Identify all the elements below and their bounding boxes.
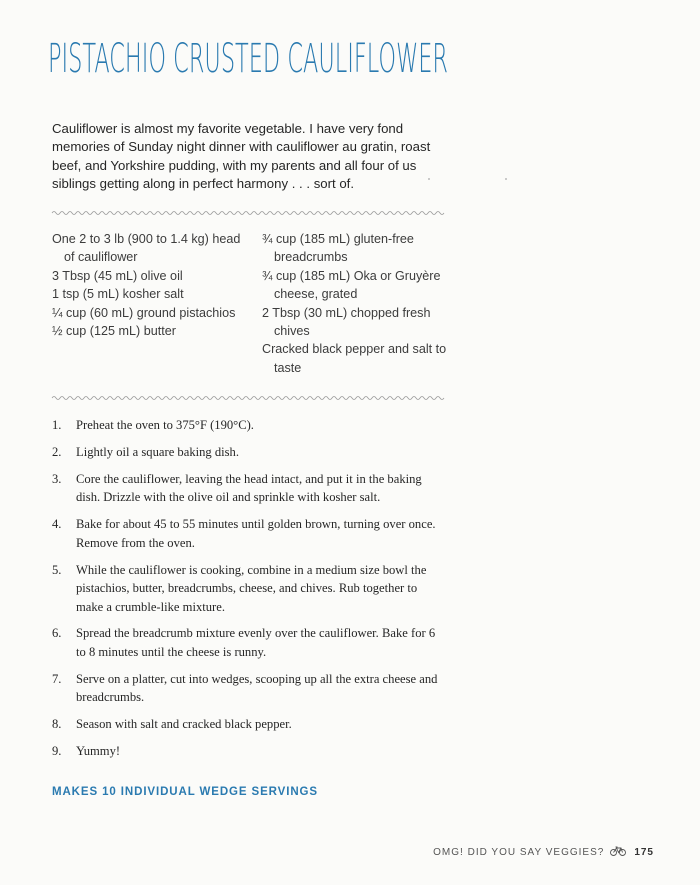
step-number: 3. bbox=[52, 471, 62, 486]
ingredient-item: 3 Tbsp (45 mL) olive oil bbox=[52, 268, 183, 283]
recipe-title-text: PISTACHIO CRUSTED CAULIFLOWER bbox=[48, 36, 448, 82]
bicycle-icon bbox=[610, 846, 626, 859]
step-number: 8. bbox=[52, 717, 62, 732]
recipe-title bbox=[48, 28, 468, 88]
wavy-divider-top bbox=[52, 210, 444, 216]
step-number: 2. bbox=[52, 444, 62, 459]
recipe-title-graphic bbox=[48, 28, 468, 88]
step-text: Bake for about 45 to 55 minutes until golden brown, turning over once. Remove from the oven. bbox=[76, 517, 436, 550]
ingredient-item: ¾ cup (185 mL) gluten-free breadcrumbs bbox=[262, 232, 414, 265]
step-text: Spread the breadcrumb mixture evenly over the cauliflower. Bake for 6 to 8 minutes until the cheese is runny. bbox=[76, 626, 436, 659]
step-text: Preheat the oven to 375°F (190°C). bbox=[76, 418, 254, 432]
page-footer bbox=[433, 846, 654, 859]
step-item bbox=[52, 515, 444, 552]
step-item bbox=[52, 561, 444, 617]
book-title: OMG! DID YOU SAY VEGGIES? bbox=[433, 847, 605, 858]
step-number: 9. bbox=[52, 744, 62, 759]
step-item bbox=[52, 416, 444, 435]
step-item bbox=[52, 443, 444, 462]
step-number: 1. bbox=[52, 418, 62, 432]
ingredient-item: ¾ cup (185 mL) Oka or Gruyère cheese, grated bbox=[262, 268, 441, 302]
page-number: 175 bbox=[634, 847, 654, 858]
scan-speck bbox=[428, 178, 430, 180]
step-number: 4. bbox=[52, 517, 62, 532]
step-item bbox=[52, 624, 444, 661]
step-number: 5. bbox=[52, 562, 62, 577]
ingredient-item: ¼ cup (60 mL) ground pistachios bbox=[52, 305, 236, 320]
step-text: Yummy! bbox=[76, 744, 121, 759]
ingredient-item: 1 tsp (5 mL) kosher salt bbox=[52, 287, 184, 302]
method-steps bbox=[52, 416, 444, 769]
ingredient-item: 2 Tbsp (30 mL) chopped fresh chives bbox=[262, 305, 431, 339]
ingredient-item: One 2 to 3 lb (900 to 1.4 kg) head of cauliflower bbox=[52, 232, 241, 265]
step-text: Serve on a platter, cut into wedges, scooping up all the extra cheese and breadcrumbs. bbox=[76, 671, 438, 705]
step-number: 7. bbox=[52, 671, 62, 686]
intro-paragraph: Cauliflower is almost my favorite vegetable. I have very fond memories of Sunday night dinner with cauliflower au gratin, roast beef, and Yorkshire pudding, with my parents and all four of us siblings getting along in perfect harmony . . . sort of. bbox=[52, 121, 431, 192]
ingredients-column-left bbox=[52, 230, 252, 340]
wavy-divider-bottom bbox=[52, 395, 444, 401]
step-item bbox=[52, 670, 444, 707]
step-number: 6. bbox=[52, 626, 62, 641]
step-item bbox=[52, 742, 444, 761]
step-text: Season with salt and cracked black pepper. bbox=[76, 717, 292, 732]
yield-note: MAKES 10 INDIVIDUAL WEDGE SERVINGS bbox=[52, 786, 318, 798]
ingredient-item: Cracked black pepper and salt to taste bbox=[262, 342, 447, 375]
scan-speck bbox=[505, 178, 507, 180]
ingredient-item: ½ cup (125 mL) butter bbox=[52, 324, 176, 339]
step-item bbox=[52, 470, 444, 507]
step-text: Lightly oil a square baking dish. bbox=[76, 444, 239, 459]
ingredients-column-right bbox=[262, 230, 462, 377]
step-text: Core the cauliflower, leaving the head intact, and put it in the baking dish. Drizzle with the olive oil and sprinkle with kosher salt. bbox=[76, 471, 422, 505]
step-item bbox=[52, 715, 444, 734]
step-text: While the cauliflower is cooking, combine in a medium size bowl the pistachios, butter, breadcrumbs, cheese, and chives. Rub together to make a crumble-like mixture. bbox=[76, 562, 427, 614]
